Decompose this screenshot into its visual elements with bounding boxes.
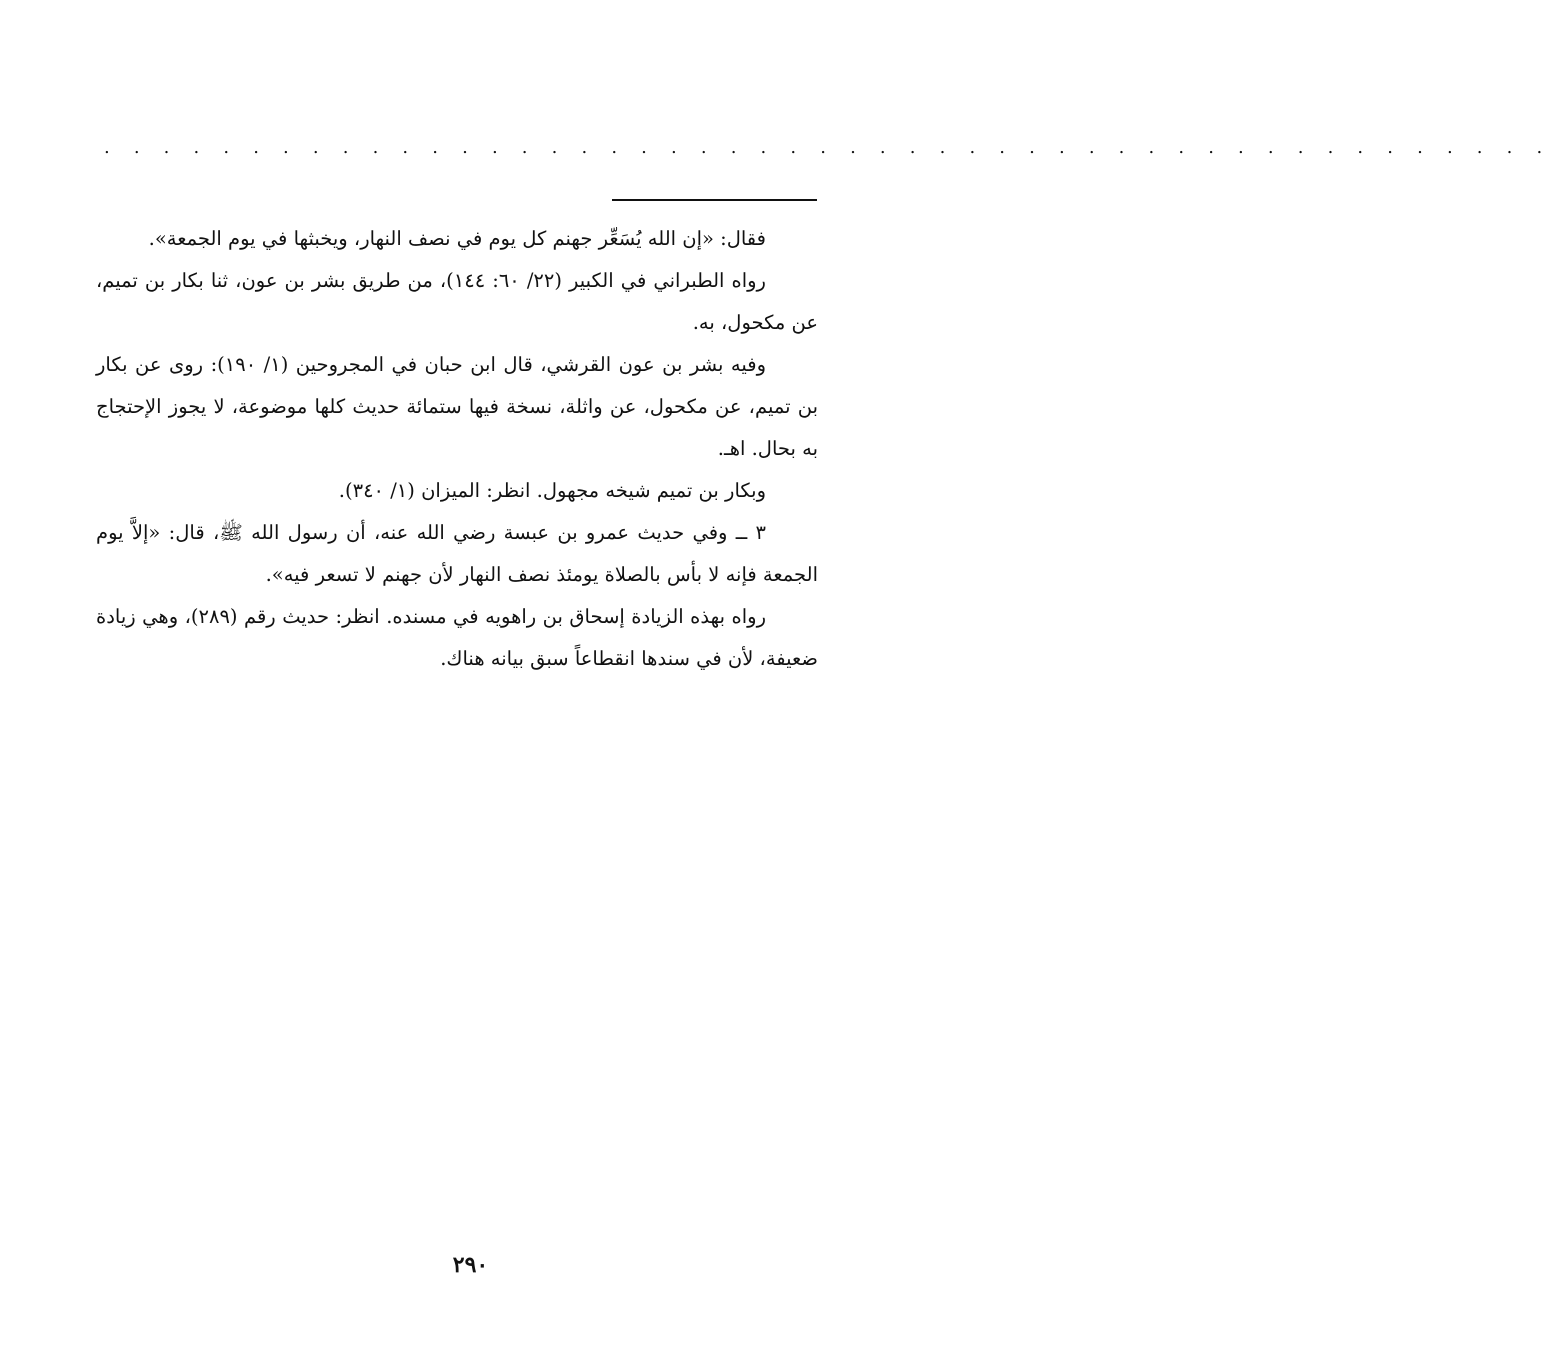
dotted-separator: . . . . . . . . . . . . . . . . . . . . . . . . . . . . . . . . . . . . . . . . . . . . . . . . . <box>104 137 1551 158</box>
footnote-body <box>96 218 818 680</box>
paragraph-quote: فقال: «إن الله يُسَعِّر جهنم كل يوم في نصف النهار، ويخبثها في يوم الجمعة». <box>148 227 766 250</box>
paragraph-tabarani: رواه الطبراني في الكبير (٢٢/ ٦٠: ١٤٤)، من طريق بشر بن عون، ثنا بكار بن تميم، عن مكحول، به. <box>96 269 818 334</box>
paragraph-hadith-3: ٣ ــ وفي حديث عمرو بن عبسة رضي الله عنه، أن رسول الله ﷺ، قال: «إلاَّ يوم الجمعة فإنه لا بأس بالصلاة يومئذ نصف النهار لأن جهنم لا تسعر فيه». <box>96 521 818 586</box>
paragraph-rahawayh: رواه بهذه الزيادة إسحاق بن راهويه في مسنده. انظر: حديث رقم (٢٨٩)، وهي زيادة ضعيفة، لأن في سندها انقطاعاً سبق بيانه هناك. <box>96 605 818 670</box>
paragraph-bakkar: وبكار بن تميم شيخه مجهول. انظر: الميزان (١/ ٣٤٠). <box>338 479 766 502</box>
page-number: ٢٩٠ <box>452 1252 489 1278</box>
footnote-rule <box>612 199 817 201</box>
paragraph-bishr: وفيه بشر بن عون القرشي، قال ابن حبان في المجروحين (١/ ١٩٠): روى عن بكار بن تميم، عن مكحول، عن واثلة، نسخة فيها ستمائة حديث كلها موضوعة، لا يجوز الإحتجاج به بحال. اهـ. <box>96 353 818 460</box>
